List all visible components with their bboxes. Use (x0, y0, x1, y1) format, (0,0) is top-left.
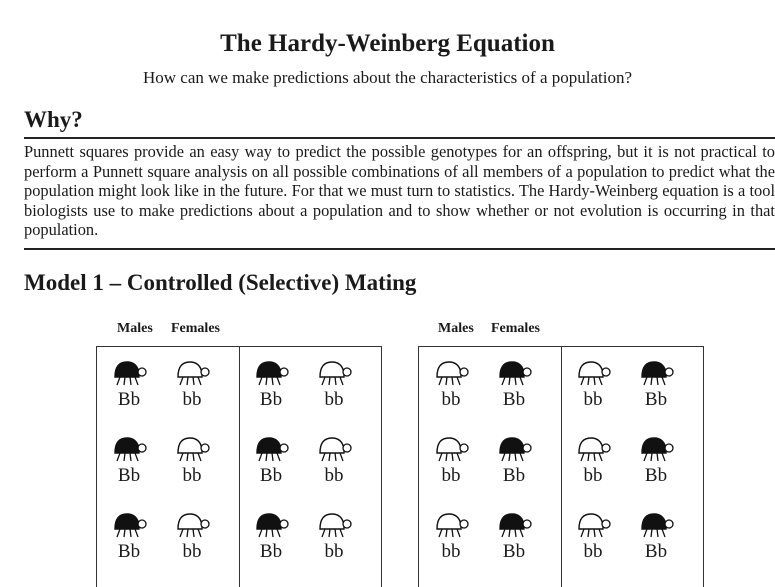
beetle-cell (636, 357, 676, 411)
grid-divider (239, 347, 240, 587)
dark-beetle-icon (636, 509, 676, 539)
genotype-label: Bb (502, 389, 526, 410)
genotype-label: bb (182, 465, 202, 486)
genotype-label: Bb (644, 541, 668, 562)
beetle-cell (109, 357, 149, 411)
genotype-label: bb (182, 541, 202, 562)
beetle-cell (109, 433, 149, 487)
why-paragraph: Punnett squares provide an easy way to predict the possible genotypes for an offspring, but it is not practical to perform a Punnett square analysis on all possible combinations of all members of a population to predict what the population might look like in the future. For that we must turn to statistics. The Hardy-Weinberg equation is a tool biologists use to make predictions about a population and to show whether or not evolution is occurring in that population. (24, 142, 775, 240)
beetle-cell (494, 433, 534, 487)
beetle-cell (251, 357, 291, 411)
genotype-label: bb (441, 465, 461, 486)
dark-beetle-icon (494, 433, 534, 463)
beetle-cell (636, 433, 676, 487)
genotype-label: bb (583, 465, 603, 486)
left-mating-grid (96, 346, 382, 587)
page-title: The Hardy-Weinberg Equation (220, 30, 555, 57)
white-beetle-icon (314, 357, 354, 387)
genotype-label: bb (441, 541, 461, 562)
dark-beetle-icon (494, 357, 534, 387)
beetle-cell (573, 357, 613, 411)
left-males-header: Males (117, 321, 153, 336)
beetle-cell (172, 509, 212, 563)
genotype-label: Bb (117, 541, 141, 562)
beetle-cell (314, 509, 354, 563)
right-mating-grid (418, 346, 704, 587)
dark-beetle-icon (251, 433, 291, 463)
white-beetle-icon (314, 509, 354, 539)
genotype-label: bb (324, 389, 344, 410)
white-beetle-icon (172, 509, 212, 539)
beetle-cell (573, 509, 613, 563)
beetle-cell (494, 509, 534, 563)
dark-beetle-icon (251, 357, 291, 387)
dark-beetle-icon (109, 357, 149, 387)
genotype-label: Bb (644, 389, 668, 410)
beetle-cell (431, 509, 471, 563)
beetle-cell (431, 357, 471, 411)
left-females-header: Females (171, 321, 220, 336)
dark-beetle-icon (636, 433, 676, 463)
white-beetle-icon (573, 357, 613, 387)
genotype-label: bb (182, 389, 202, 410)
genotype-label: bb (583, 541, 603, 562)
beetle-cell (251, 433, 291, 487)
genotype-label: bb (583, 389, 603, 410)
white-beetle-icon (431, 433, 471, 463)
beetle-cell (172, 357, 212, 411)
model-heading: Model 1 – Controlled (Selective) Mating (24, 270, 417, 295)
genotype-label: bb (441, 389, 461, 410)
white-beetle-icon (573, 433, 613, 463)
dark-beetle-icon (636, 357, 676, 387)
beetle-cell (573, 433, 613, 487)
genotype-label: Bb (644, 465, 668, 486)
why-top-rule (24, 137, 775, 139)
white-beetle-icon (172, 433, 212, 463)
beetle-cell (494, 357, 534, 411)
why-bottom-rule (24, 248, 775, 250)
white-beetle-icon (172, 357, 212, 387)
beetle-cell (314, 433, 354, 487)
white-beetle-icon (314, 433, 354, 463)
beetle-cell (431, 433, 471, 487)
why-heading: Why? (24, 107, 83, 132)
genotype-label: Bb (259, 541, 283, 562)
white-beetle-icon (573, 509, 613, 539)
genotype-label: Bb (502, 465, 526, 486)
genotype-label: Bb (259, 389, 283, 410)
page-subtitle: How can we make predictions about the characteristics of a population? (142, 68, 633, 87)
white-beetle-icon (431, 509, 471, 539)
genotype-label: Bb (117, 465, 141, 486)
genotype-label: Bb (502, 541, 526, 562)
dark-beetle-icon (109, 433, 149, 463)
dark-beetle-icon (251, 509, 291, 539)
grid-divider (561, 347, 562, 587)
beetle-cell (109, 509, 149, 563)
genotype-label: Bb (259, 465, 283, 486)
beetle-cell (314, 357, 354, 411)
white-beetle-icon (431, 357, 471, 387)
dark-beetle-icon (109, 509, 149, 539)
beetle-cell (251, 509, 291, 563)
beetle-cell (636, 509, 676, 563)
genotype-label: Bb (117, 389, 141, 410)
genotype-label: bb (324, 465, 344, 486)
right-females-header: Females (491, 321, 540, 336)
beetle-cell (172, 433, 212, 487)
right-males-header: Males (438, 321, 474, 336)
genotype-label: bb (324, 541, 344, 562)
dark-beetle-icon (494, 509, 534, 539)
